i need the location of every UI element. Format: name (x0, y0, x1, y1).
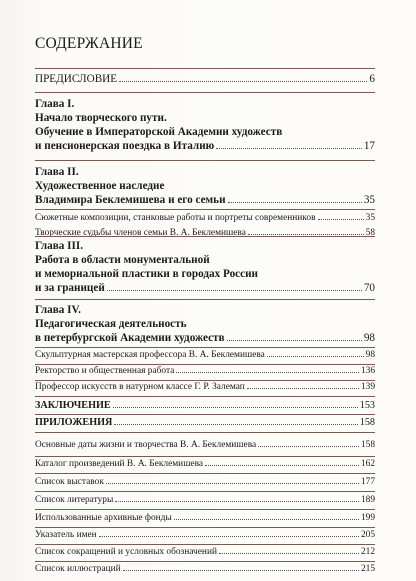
entry-label: Указатель имен (35, 530, 97, 540)
divider (35, 347, 375, 348)
leader-dots (123, 570, 359, 571)
page-number: 205 (360, 530, 375, 540)
divider (35, 236, 375, 237)
toc-subentry[interactable] (35, 530, 375, 540)
page-number: 215 (360, 564, 375, 574)
divider (35, 68, 375, 69)
leader-dots (205, 465, 359, 466)
divider (35, 160, 375, 161)
page-number: 158 (359, 417, 375, 428)
entry-label: Список выставок (35, 477, 104, 487)
entry-label: Владимира Беклемишева и его семьи (35, 194, 226, 206)
entry-label: Ректорство и общественная работа (35, 366, 175, 376)
divider (35, 509, 375, 510)
entry-label: Скульптурная мастерская профессора В. А. Беклемишева (35, 350, 265, 360)
entry-label: ПРИЛОЖЕНИЯ (35, 417, 113, 428)
entry-label: Творческие судьбы членов семьи В. А. Беклемишева (35, 228, 246, 238)
leader-dots (227, 340, 362, 341)
leader-dots (107, 290, 362, 291)
divider (35, 396, 375, 397)
page-number: 98 (363, 332, 375, 344)
divider (35, 561, 375, 562)
entry-label: Список иллюстраций (35, 564, 121, 574)
leader-dots (228, 202, 362, 203)
toc-subentry[interactable] (35, 513, 375, 523)
entry-label: ПРЕДИСЛОВИЕ (35, 73, 118, 85)
leader-dots (216, 148, 362, 149)
leader-dots (119, 81, 367, 82)
divider (35, 364, 375, 365)
toc-subentry[interactable] (35, 547, 375, 557)
leader-dots (99, 536, 359, 537)
chapter-heading: Глава I. (35, 98, 75, 110)
page-title: СОДЕРЖАНИЕ (35, 35, 143, 52)
toc-subentry[interactable] (35, 382, 375, 392)
page-number: 177 (360, 477, 375, 487)
divider (35, 209, 375, 210)
entry-label: и пенсионерская поездка в Италию (35, 140, 215, 152)
leader-dots (176, 372, 359, 373)
page-number: 58 (365, 228, 375, 238)
page-number: 189 (360, 495, 375, 505)
toc-entry-chapter-4[interactable] (35, 332, 375, 344)
page-number: 70 (363, 282, 375, 294)
chapter-title-line: Педагогическая деятельность (35, 318, 187, 330)
page-number: 35 (363, 194, 375, 206)
page-number: 212 (360, 547, 375, 557)
page-number: 98 (365, 350, 375, 360)
divider (35, 414, 375, 415)
page-number: 17 (363, 140, 375, 152)
toc-entry-chapter-2[interactable] (35, 194, 375, 206)
leader-dots (114, 424, 357, 425)
toc-entry-conclusion[interactable] (35, 400, 375, 411)
toc-subentry[interactable] (35, 350, 375, 360)
leader-dots (115, 501, 359, 502)
leader-dots (106, 483, 359, 484)
divider (35, 432, 375, 433)
page-number: 35 (365, 213, 375, 223)
leader-dots (318, 219, 364, 220)
divider (35, 380, 375, 381)
toc-subentry[interactable] (35, 495, 375, 505)
divider (35, 544, 375, 545)
toc-entry-appendices[interactable] (35, 417, 375, 428)
toc-subentry[interactable] (35, 564, 375, 574)
leader-dots (174, 519, 359, 520)
chapter-title-line: Начало творческого пути. (35, 112, 167, 124)
leader-dots (248, 234, 364, 235)
chapter-title-line: Обучение в Императорской Академии художеств (35, 126, 283, 138)
toc-entry-chapter-1[interactable] (35, 140, 375, 152)
page-number: 139 (360, 382, 375, 392)
chapter-title-line: Художественное наследие (35, 180, 165, 192)
leader-dots (219, 553, 359, 554)
leader-dots (267, 356, 364, 357)
page-number: 158 (360, 440, 375, 450)
leader-dots (247, 388, 359, 389)
entry-label: Основные даты жизни и творчества В. А. Беклемишева (35, 440, 257, 450)
chapter-heading: Глава III. (35, 240, 84, 252)
chapter-heading: Глава II. (35, 166, 79, 178)
entry-label: Использованные архивные фонды (35, 513, 172, 523)
chapter-title-line: и мемориальной пластики в городах России (35, 268, 258, 280)
page-number: 153 (359, 400, 375, 411)
divider (35, 527, 375, 528)
leader-dots (113, 407, 358, 408)
entry-label: в петербургской Академии художеств (35, 332, 225, 344)
entry-label: Список литературы (35, 495, 114, 505)
toc-entry-chapter-3[interactable] (35, 282, 375, 294)
page-number: 6 (369, 73, 375, 85)
page-number: 136 (360, 366, 375, 376)
entry-label: Каталог произведений В. А. Беклемишева (35, 459, 204, 469)
toc-entry-preface[interactable] (35, 73, 375, 85)
chapter-title-line: Работа в области монументальной (35, 254, 210, 266)
entry-label: Список сокращений и условных обозначений (35, 547, 217, 557)
divider (35, 299, 375, 300)
entry-label: Сюжетные композиции, станковые работы и портреты современников (35, 213, 316, 223)
chapter-heading: Глава IV. (35, 304, 81, 316)
page-number: 199 (360, 513, 375, 523)
toc-subentry[interactable] (35, 477, 375, 487)
divider (35, 473, 375, 474)
entry-label: Профессор искусств в натурном классе Г. Р. Залемап (35, 382, 245, 392)
toc-subentry[interactable] (35, 459, 375, 469)
page-number: 162 (360, 459, 375, 469)
divider (35, 92, 375, 93)
divider (35, 456, 375, 457)
toc-subentry[interactable] (35, 440, 375, 450)
leader-dots (258, 446, 359, 447)
toc-subentry[interactable] (35, 366, 375, 376)
divider (35, 491, 375, 492)
entry-label: ЗАКЛЮЧЕНИЕ (35, 400, 111, 411)
toc-subentry[interactable] (35, 213, 375, 223)
entry-label: и за границей (35, 282, 105, 294)
